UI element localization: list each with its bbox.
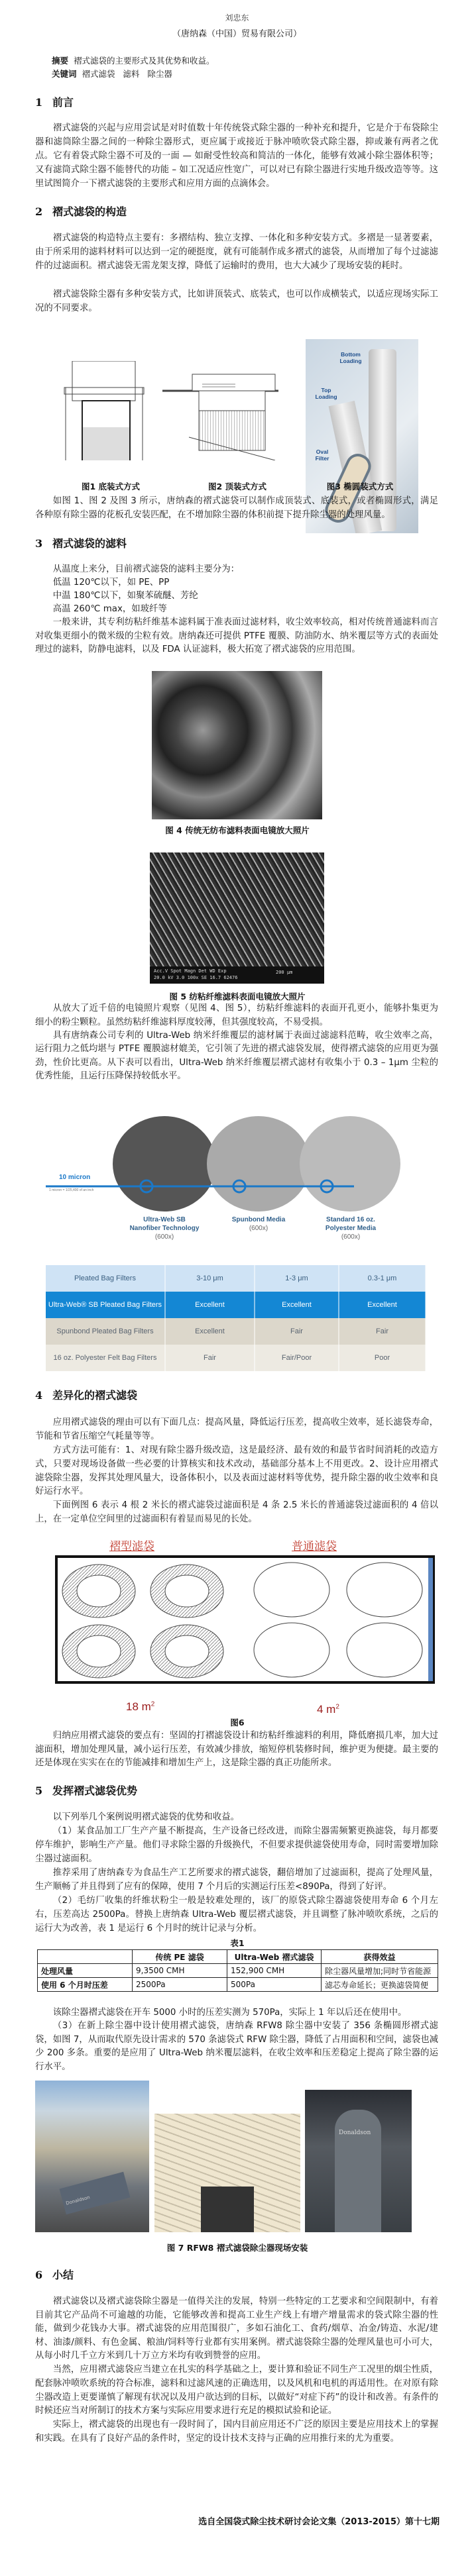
- list-item: 低温 120℃以下，如 PE、PP: [52, 578, 170, 588]
- nanofiber-comparison-image: [46, 1113, 430, 1245]
- section-4-heading: 4 差异化的褶式滤袋: [35, 1389, 138, 1402]
- section-6-paragraph: 褶式滤袋以及褶式滤袋除尘器是一值得关注的发展，特别一些特定的工艺要求和空间限制中，有着目前其它产品尚不可逾越的功能，它能够改善和提高工业生产线上有增产增量需求的袋式除尘器的性能，做到少花钱办大事。褶式滤袋的应用范围很广，多如石油化工、食药/烟草、冶金/铸造、水泥/建材、油漆/颜料、有色金属、粮油/饲料等行业都有实用案例。褶式滤袋除尘器的处理风量也可小可大，从每小时几千立方米到几十万立方米均有收到赞誉的应用。: [35, 2296, 438, 2361]
- section-5-paragraph: （1）某食品加工厂生产产量不断提高，生产设备已经改进，而除尘器需频繁更换滤袋，每月都要停车维护，影响生产产量。他们寻求除尘器的升级换代，不但要求提供滤袋使用寿命，同时需要增加除尘器过滤面积。: [35, 1826, 438, 1864]
- section-4-paragraph: 归纳应用褶式滤袋的要点有：坚固的打褶滤袋设计和纺粘纤维滤料的利用，降低磨损几率，加大过滤面积，增加处理风量，减小运行压差，有效减少排放，缩短停机装修时间，维护更为便捷。最主要的还是体现在实实在在的节能减排和增加生产上，这是除尘器的真正功能所求。: [35, 1731, 438, 1768]
- figure-5-sem-photo: [150, 852, 324, 984]
- standard-area-value: 4 $m^2$: [317, 1703, 339, 1716]
- list-item: 高温 260℃ max，如玻纤等: [52, 604, 167, 614]
- keywords-label: 关键词: [52, 69, 77, 79]
- figure-1-bottom-loading-drawing: [58, 361, 150, 460]
- section-3-paragraph: 具有唐纳森公司专利的 Ultra-Web 纳米纤维覆层的滤材属于表面过滤滤料范畴，收尘效率之高，运行阻力之低均堪与 PTFE 覆膜滤材媲美，它引领了先进的褶式滤袋发展，使得褶式滤袋的应用更为强劲，性价比更高。从下表可以看出，Ultra-Web 纳米纤维覆层褶式滤材有收集小于 0.3 – 1μm 尘粒的优秀性能，且运行压降保持较低水平。: [35, 1031, 438, 1081]
- sem-metadata: Acc.V Spot Magn Det WD Exp 20.0 kV 3.0 100x SE 16.7 62476 200 μm: [150, 966, 324, 984]
- media-label-polyester: Standard 16 oz. Polyester Media (600x): [325, 1216, 377, 1241]
- standard-bag-label: 普通滤袋: [292, 1540, 337, 1553]
- table-header-row: 传统 PE 滤袋 Ultra-Web 褶式滤袋 获得效益: [38, 1950, 438, 1964]
- keyword: 滤料: [123, 69, 140, 79]
- abstract-text: 褶式滤袋的主要形式及其优势和收益。: [73, 56, 215, 66]
- case-results-table: [37, 1949, 438, 1992]
- section-2-paragraph: 褶式滤袋的构造特点主要有：多褶结构、独立支撑、一体化和多种安装方式。多褶是一显著要素，由于所采用的滤料材料可以达到一定的硬挺度，就有可能制作成多褶式的滤袋，从而增加了每个过滤滤件的过滤面积。褶式滤袋无需龙架支撑，降低了运输时的费用，也大大减少了现场安装的耗时。: [35, 233, 438, 271]
- section-6-paragraph: 实际上，褶式滤袋的出现也有一段时间了，国内目前应用还不广泛的原因主要是应用技术上的掌握和实践。在具有了良好产品的条件时，坚定的设计技术支持与正确的应用推行来的尤为重要。: [35, 2420, 438, 2444]
- section-5-heading: 5 发挥褶式滤袋优势: [35, 1784, 138, 1797]
- label-top-loading: Top Loading: [315, 387, 337, 400]
- pleated-bag-label: 褶型滤袋: [109, 1540, 154, 1553]
- label-oval-filter: Oval Filter: [315, 448, 329, 462]
- table-header-row: Pleated Bag Filters 3-10 μm 1-3 μm 0.3-1 μm: [46, 1265, 426, 1292]
- ultraweb-media-circle: [113, 1116, 216, 1211]
- pleated-area-value: 18 $m^2$: [126, 1700, 155, 1713]
- media-circles: [46, 1113, 430, 1212]
- scale-label: 10 micron: [59, 1174, 91, 1181]
- section-3-heading: 3 褶式滤袋的滤料: [35, 537, 127, 550]
- figure-6-caption: 图6: [230, 1718, 245, 1727]
- table-row: Spunbond Pleated Bag Filters Excellent Fair Fair: [46, 1318, 426, 1345]
- source-footer: 选自全国袋式除尘技术研讨会论文集（2013-2015）第十七期: [198, 2517, 440, 2527]
- section-5-paragraph: （3）在新上除尘器中设计使用褶式滤袋，唐纳森 RFW8 除尘器中安装了 356 条椭圆形褶式滤袋，如图 7，从而取代原先设计需求的 570 条滤袋式 RFW 除尘器，降低了占用面积和空间，滤袋也减少 200 多条。重要的是应用了 Ultra-Web 纳米覆层滤料，在收尘效率和压差稳定上提高了除尘器的运行水平。: [35, 2021, 438, 2072]
- figure-6-comparison-diagram: [55, 1555, 435, 1684]
- section-4-paragraph: 应用褶式滤袋的理由可以有下面几点：提高风量，降低运行压差，提高收尘效率，延长滤袋寿命，节能和节省压缩空气耗量等等。: [35, 1417, 438, 1441]
- section-5-paragraph: （2）毛纺厂收集的纤维状粉尘一般是较难处理的，该厂的原袋式除尘器滤袋使用寿命 6 个月左右，压差高达 2500Pa。替换上唐纳森 Ultra-Web 覆层褶式滤袋，并且调整了脉冲喷吹系统，之后的运行大为改善，表 1 是运行 6 个月时的统计记录与分析。: [35, 1896, 438, 1933]
- keywords: [52, 68, 172, 79]
- section-5-paragraph: 以下列举几个案例说明褶式滤袋的优势和收益。: [52, 1812, 239, 1822]
- polyester-media-circle: [300, 1116, 400, 1211]
- label-bottom-loading: Bottom Loading: [339, 351, 362, 364]
- figure-7-caption: 图 7 RFW8 褶式滤袋除尘器现场安装: [166, 2243, 308, 2253]
- section-4-paragraph: 下面例图 6 表示 4 根 2 米长的褶式滤袋过滤面积是 4 条 2.5 米长的普通滤袋过滤面积的 4 倍以上，在一定单位空间里的过滤面积有着显而易见的长处。: [35, 1500, 438, 1524]
- abstract-label: 摘要: [52, 56, 69, 66]
- table-row: Ultra-Web® SB Pleated Bag Filters Excellent Excellent Excellent: [46, 1292, 426, 1318]
- figure-2-top-loading-drawing: [162, 371, 278, 460]
- list-item: 中温 180℃以下，如聚苯硫醚、芳纶: [52, 591, 198, 601]
- figure-4-sem-photo: [152, 671, 322, 819]
- table-1-title: 表1: [230, 1938, 245, 1948]
- temperature-list: [35, 563, 438, 616]
- abstract: [52, 54, 214, 66]
- section-1-heading: 1 前言: [35, 96, 74, 109]
- table-row: 处理风量 9,3500 CMH 152,900 CMH 除尘器风量增加;同时节省能源: [38, 1964, 438, 1978]
- author: 刘忠东: [225, 13, 249, 23]
- scale-note: 1 micron = 1/25,400 of an inch: [49, 1188, 94, 1192]
- keyword: 除尘器: [147, 69, 172, 79]
- section-6-paragraph: 当然，应用褶式滤袋应当建立在扎实的科学基础之上，要计算和验证不同生产工况里的烟尘性质，配套脉冲喷吹系统的符合标准，滤料和过滤风速的正确选用，以及风机和电机的再适用性。在对原有除尘器改造上更要谨慎了解现有状况以及用户欲达到的目标，以做好“对症下药”的设计和改善。有条件的时候还应当对所制订的技术方案与实际应用要求进行充足的模拟试验和论证。: [35, 2365, 438, 2416]
- section-2-paragraph: 褶式滤袋除尘器有多种安装方式，比如讲顶装式、底装式，也可以作成横装式，以适应现场实际工况的不同要求。: [35, 289, 438, 313]
- figure-4-caption: 图 4 传统无纺布滤料表面电镜放大照片: [165, 825, 310, 835]
- spunbond-media-circle: [207, 1116, 310, 1211]
- figure-5-caption: 图 5 纺粘纤维滤料表面电镜放大照片: [169, 992, 306, 1002]
- section-3-paragraph: 从放大了近千倍的电镜照片观察（见图 4、图 5），纺粘纤维滤料的表面开孔更小，能够扑集更为细小的粉尘颗粒。虽然纺粘纤维滤料厚度较薄，但其强度较高，不易受损。: [35, 1004, 438, 1027]
- section-6-heading: 6 小结: [35, 2269, 74, 2281]
- affiliation: （唐纳森（中国）贸易有限公司）: [172, 29, 302, 39]
- figure-7-photo-exterior: Donaldson: [35, 2081, 149, 2232]
- figure-1-caption: 图1 底装式方式: [81, 482, 141, 491]
- figure-3-caption: 图3 椭圆装式方式: [326, 482, 394, 491]
- table-row: 16 oz. Polyester Felt Bag Filters Fair Fair/Poor Poor: [46, 1345, 426, 1371]
- section-4-paragraph: 方式方法可能有：1、对现有除尘器升级改造，这是最经济、最有效的和最节省时间消耗的改造方式，只要对现场设备做一些必要的计算核实和技术改动，基础部分基本上不用更改。2、设计应用褶式滤袋除尘器，发挥其处理风量大，设备体积小，以及表面过滤材料等优势，提升除尘器的收尘效率和良好运行水平。: [35, 1445, 438, 1497]
- table-row: 使用 6 个月时压差 2500Pa 500Pa 滤芯寿命延长；更换滤袋简便: [38, 1978, 438, 1992]
- media-label-ultraweb: Ultra-Web SB Nanofiber Technology (600x): [129, 1216, 200, 1241]
- filter-performance-table: [46, 1265, 426, 1371]
- section-2-paragraph: 如图 1、图 2 及图 3 所示，唐纳森的褶式滤袋可以制作成顶装式、底装式，或者椭圆形式，满足各种原有除尘器的花板孔安装匹配，在不增加除尘器的体积前提下提升除尘器的处理风量。: [35, 496, 438, 520]
- figure-7-photo-interior: [154, 2114, 300, 2232]
- figure-7-photo-installed: Donaldson: [305, 2090, 412, 2232]
- keyword: 褶式滤袋: [82, 69, 115, 79]
- section-1-paragraph: 褶式滤袋的兴起与应用尝试是对时值数十年传统袋式除尘器的一种补充和提升，它是介于布袋除尘器和滤筒除尘器之间的一种除尘器形式，更应属于或接近于脉冲喷吹袋式除尘器，抑或兼有两者之优点。它有着袋式除尘器不可及的一面 — 如耐受性较高和简洁的一体化，能够有效减小除尘器体积等；又有滤筒式除尘器不能替代的功能 – 如工况适应性宽广，可以对已有除尘器进行实地升级改造等等。这里试图简介一下褶式滤袋的主要形式和应用方面的点滴体会。: [35, 123, 438, 189]
- list-item: 从温度上来分，目前褶式滤袋的滤料主要分为：: [52, 564, 239, 574]
- section-5-paragraph: 推荐采用了唐纳森专为食品生产工艺所要求的褶式滤袋，翻倍增加了过滤面积，提高了处理风量，生产顺畅了并且得到了应有的保障，使用 7 个月后的实测运行压差<890Pa，得到了好评。: [35, 1868, 438, 1892]
- media-label-spunbond: Spunbond Media (600x): [231, 1216, 286, 1232]
- figure-2-caption: 图2 顶装式方式: [207, 482, 267, 491]
- section-2-heading: 2 褶式滤袋的构造: [35, 205, 127, 218]
- section-5-paragraph: 该除尘器褶式滤袋在开车 5000 小时的压差实测为 570Pa，实际上 1 年以后还在使用中。: [52, 2008, 407, 2018]
- section-3-paragraph: 一般来讲，其专利纺粘纤维基本滤料属于准表面过滤材料，收尘效率较高，相对传统普通滤料而言对收集更细小的微米级的尘粒有效。唐纳森还可提供 PTFE 覆膜、防油防水、纳米覆层等方式的表面处理过的滤料，防静电滤料，以及 FDA 认证滤料，极大拓宽了褶式滤袋的应用范围。: [35, 617, 438, 654]
